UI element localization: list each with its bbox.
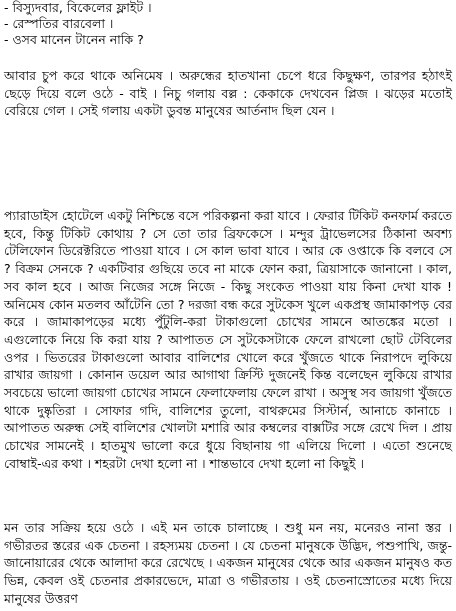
dialogue-line: - বিস্যুদবার, বিকেলের ফ্লাইট । bbox=[4, 0, 152, 15]
paragraph: মন তার সক্রিয় হয়ে ওঠে । এই মন তাকে চালাচ্ছে । শুধু মন নয়, মনেরও নানা স্তর । গভীরতর স্তরের এক চেতনা । রহস্যময় চেতনা । যে চেতনা মানুষকে উদ্ভিদ, পশুপাখি, জন্তু-জানোয়ারের থেকে আলাদা করে রেখেছে । একজন মানুষের থেকে আর একজন মানুষও কত ভিন্ন, কেবল ওই চেতনার প্রকারভেদে, মাত্রা ও গভীরতায় । ওই চেতনাস্রোতের মধ্যে দিয়ে মানুষের উত্তরণ bbox=[4, 520, 452, 606]
paragraph: প্যারাডাইস হোটেলে একটু নিশ্চিন্তে বসে পরিকল্পনা করা যাবে । ফেরার টিকিট কনফার্ম করতে হবে, কিন্তু টিকিট কোথায় ? সে তো তার ব্রিফকেসে । মন্দুর ট্রাভেলসের ঠিকানা অবশ্য টেলিফোন ডিরেক্টরিতে পাওয়া যাবে । সে কাল ভাবা যাবে । আর কে ওপ্তাকে কি বলবে সে ? বিক্রম সেনকে ? একটিবার গুছিয়ে তবে না মাকে ফোন করা, ত্রিয়াসাকে জানানো । কাল, সব কাল হবে । আজ নিজের সঙ্গে নিজে - কিছু সংকেত পাওয়া যায় কিনা দেখা যাক ! অনিমেষ কোন মতলব আঁটেনি তো ? দরজা বন্ধ করে সুটকেস খুলে একপ্রস্থ জামাকাপড় বের করে । জামাকাপড়ের মধ্যে পুঁটুলি-করা টাকাগুলো চোখের সামনে আতঙ্কের মতো । এগুলোকে নিয়ে কি করা যায় ? আপাতত সে সুটকেসটাকে ফেলে রাখলো ছোট টেবিলের ওপর । ভিতরের টাকাগুলো আবার বালিশের খোলে করে খুঁজতে থাকে নিরাপদে লুকিয়ে রাখার জায়গা । কোনান ডয়েল আর আগাথা ক্রিস্টি দুজনেই কিন্ত বলেছেন লুকিয়ে রাখার সবচেয়ে ভালো জায়গা চোখের সামনে ফেলাফেলায় ফেলে রাখা । অসুস্থ সব জায়গা খুঁজতে থাকে দুষ্কৃতিরা । সোফার গদি, বালিশের তুলো, বাথরুমের সিস্টার্ন, আনাচে কানাচে । আপাতত অরুন্ধ সেই বালিশের খোলটা মশারি আর কম্বলের বাক্সটির সঙ্গে রেখে দিল । প্রায় চোখের সামনেই । হাতমুখ ভালো করে ধুয়ে বিছানায় গা এলিয়ে দিলো । এতো শুনেছে বোম্বাই-এর কথা । শহরটা দেখা হলো না । শান্তভাবে দেখা হলো না কিছুই । bbox=[4, 208, 452, 471]
paragraph: আবার চুপ করে থাকে অনিমেষ । অরুন্ধের হাতখানা চেপে ধরে কিছুক্ষণ, তারপর হঠাৎই ছেড়ে দিয়ে বলে ওঠে - বাই । নিচু গলায় বল্ল : কেকাকে দেখবেন প্লিজ । ঝড়ের মতোই বেরিয়ে গেল । সেই গলায় একটা ডুবন্ত মানুষের আর্তনাদ ছিল যেন । bbox=[4, 68, 452, 119]
dialogue-line: - ওসব মানেন টানেন নাকি ? bbox=[4, 32, 144, 47]
dialogue-line: - রেস্পতির বারবেলা । bbox=[4, 16, 114, 31]
